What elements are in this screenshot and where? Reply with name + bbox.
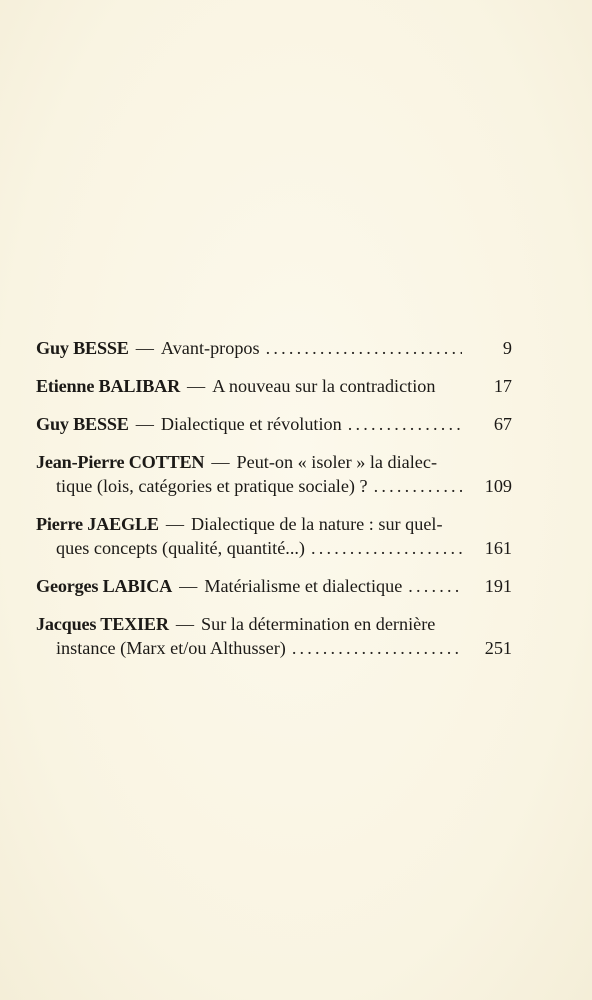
toc-leader-dots <box>348 412 462 436</box>
toc-dash: — <box>187 376 206 396</box>
toc-entry <box>36 612 512 660</box>
toc-title-continued: tique (lois, catégories et pratique sociale) ? <box>56 476 368 496</box>
toc-title: Peut-on « isoler » la dialec- <box>236 452 438 472</box>
toc-title-continued: ques concepts (qualité, quantité...) <box>56 538 305 558</box>
toc-author: Jacques TEXIER <box>36 614 169 634</box>
toc-title: Sur la détermination en dernière <box>201 614 436 634</box>
toc-leader-dots <box>292 636 462 660</box>
toc-title: Matérialisme et dialectique <box>204 576 403 596</box>
toc-title: Dialectique de la nature : sur quel- <box>191 514 443 534</box>
toc-dash: — <box>179 576 198 596</box>
toc-page-number: 191 <box>484 576 512 596</box>
toc-page-number: 17 <box>493 376 512 396</box>
toc-page-number: 67 <box>493 414 512 434</box>
toc-entry <box>36 574 512 598</box>
toc-entry <box>36 412 512 436</box>
toc-dash: — <box>175 614 194 634</box>
toc-page-number: 161 <box>484 538 512 558</box>
toc-page-number: 109 <box>484 476 512 496</box>
toc-author: Etienne BALIBAR <box>36 376 181 396</box>
toc-page-number: 251 <box>484 638 512 658</box>
toc-author: Pierre JAEGLE <box>36 514 159 534</box>
toc-leader-dots <box>266 336 462 360</box>
toc-leader-dots <box>311 536 462 560</box>
toc-leader-dots <box>408 574 462 598</box>
toc-dash: — <box>135 338 154 358</box>
toc-entry <box>36 336 512 360</box>
table-of-contents <box>36 336 512 674</box>
toc-entry <box>36 450 512 498</box>
toc-author: Guy BESSE <box>36 338 129 358</box>
toc-title: Avant-propos <box>160 338 260 358</box>
toc-entry <box>36 374 512 398</box>
toc-page-number: 9 <box>502 338 512 358</box>
toc-leader-dots <box>374 474 462 498</box>
toc-author: Guy BESSE <box>36 414 129 434</box>
toc-entry <box>36 512 512 560</box>
toc-title: Dialectique et révolution <box>160 414 342 434</box>
toc-author: Georges LABICA <box>36 576 173 596</box>
toc-dash: — <box>211 452 230 472</box>
toc-title: A nouveau sur la contradiction <box>212 376 436 396</box>
toc-dash: — <box>135 414 154 434</box>
toc-author: Jean-Pierre COTTEN <box>36 452 205 472</box>
toc-dash: — <box>165 514 185 534</box>
toc-title-continued: instance (Marx et/ou Althusser) <box>56 638 286 658</box>
